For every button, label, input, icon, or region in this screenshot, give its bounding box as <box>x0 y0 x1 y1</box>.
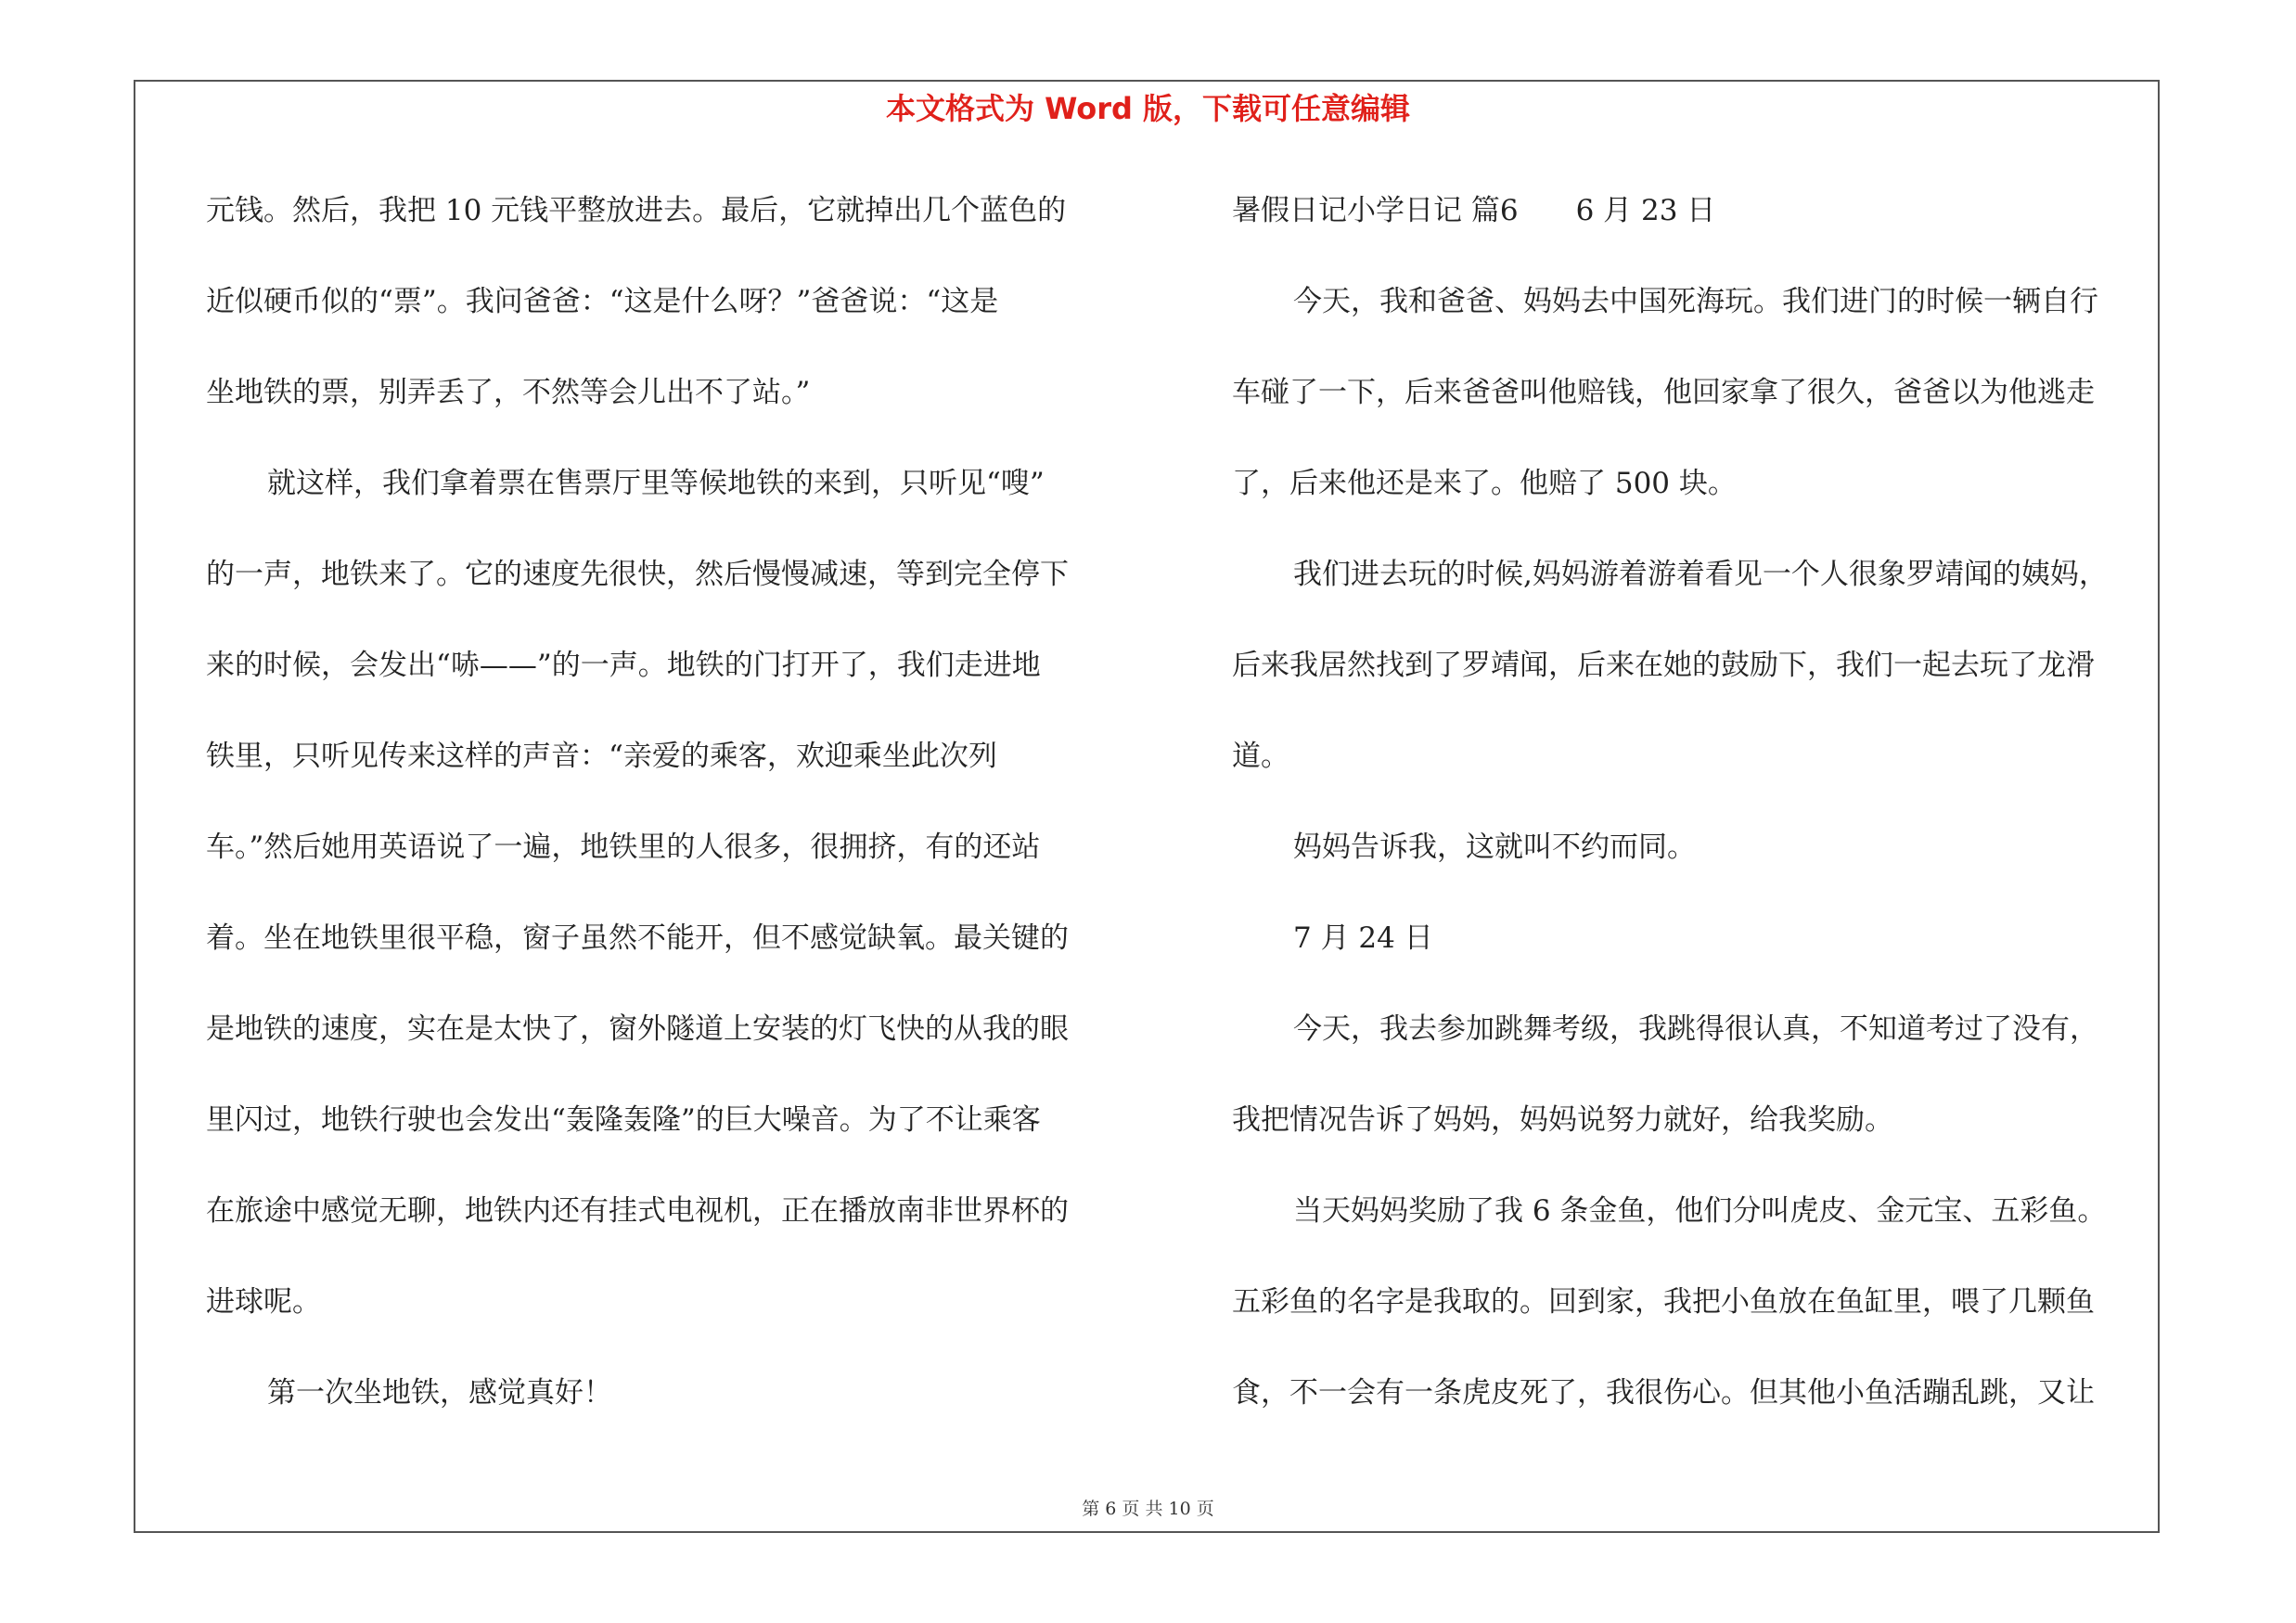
text-line: 车碰了一下，后来爸爸叫他赔钱，他回家拿了很久，爸爸以为他逃走 <box>1232 376 2095 409</box>
text-line: 在旅途中感觉无聊，地铁内还有挂式电视机，正在播放南非世界杯的 <box>206 1194 1069 1228</box>
text-line: 我把情况告诉了妈妈，妈妈说努力就好，给我奖励。 <box>1232 1103 1893 1137</box>
text-line: 进球呢。 <box>206 1285 321 1319</box>
text-line: 近似硬币似的“票”。我问爸爸：“这是什么呀？”爸爸说：“这是 <box>206 285 999 318</box>
page-number-footer: 第 6 页 共 10 页 <box>1082 1499 1214 1519</box>
text-line: 今天，我和爸爸、妈妈去中国死海玩。我们进门的时候一辆自行 <box>1293 285 2098 318</box>
text-line: 当天妈妈奖励了我 6 条金鱼，他们分叫虎皮、金元宝、五彩鱼。 <box>1293 1194 2107 1228</box>
text-line: 妈妈告诉我，这就叫不约而同。 <box>1293 831 1696 864</box>
text-line: 来的时候，会发出“哧——”的一声。地铁的门打开了，我们走进地 <box>206 649 1041 682</box>
text-line: 五彩鱼的名字是我取的。回到家，我把小鱼放在鱼缸里，喂了几颗鱼 <box>1232 1285 2095 1319</box>
text-line: 元钱。然后，我把 10 元钱平整放进去。最后，它就掉出几个蓝色的 <box>206 194 1067 227</box>
text-line: 第一次坐地铁，感觉真好！ <box>267 1376 612 1410</box>
text-line: 道。 <box>1232 740 1289 773</box>
left-column <box>206 186 1143 1459</box>
text-line: 坐地铁的票，别弄丢了，不然等会儿出不了站。” <box>206 376 811 409</box>
text-line: 今天，我去参加跳舞考级，我跳得很认真，不知道考过了没有， <box>1293 1012 2098 1046</box>
text-line: 7 月 24 日 <box>1293 921 1433 955</box>
text-line: 是地铁的速度，实在是太快了，窗外隧道上安装的灯飞快的从我的眼 <box>206 1012 1069 1046</box>
text-line: 就这样，我们拿着票在售票厅里等候地铁的来到，只听见“嗖” <box>267 467 1045 500</box>
text-line: 着。坐在地铁里很平稳，窗子虽然不能开，但不感觉缺氧。最关键的 <box>206 921 1069 955</box>
text-line: 里闪过，地铁行驶也会发出“轰隆轰隆”的巨大噪音。为了不让乘客 <box>206 1103 1041 1137</box>
text-line: 暑假日记小学日记 篇6 6 月 23 日 <box>1232 194 1716 227</box>
text-line: 后来我居然找到了罗靖闻，后来在她的鼓励下，我们一起去玩了龙滑 <box>1232 649 2095 682</box>
text-line: 食，不一会有一条虎皮死了，我很伤心。但其他小鱼活蹦乱跳，又让 <box>1232 1376 2095 1410</box>
text-line: 了，后来他还是来了。他赔了 500 块。 <box>1232 467 1737 500</box>
format-banner: 本文格式为 Word 版，下载可任意编辑 <box>885 91 1411 126</box>
right-column <box>1232 186 2169 1459</box>
text-line: 的一声，地铁来了。它的速度先很快，然后慢慢减速，等到完全停下 <box>206 558 1069 591</box>
text-line: 车。”然后她用英语说了一遍，地铁里的人很多，很拥挤，有的还站 <box>206 831 1041 864</box>
text-line: 铁里，只听见传来这样的声音：“亲爱的乘客，欢迎乘坐此次列 <box>206 740 997 773</box>
text-line: 我们进去玩的时候,妈妈游着游着看见一个人很象罗靖闻的姨妈， <box>1293 558 2108 591</box>
